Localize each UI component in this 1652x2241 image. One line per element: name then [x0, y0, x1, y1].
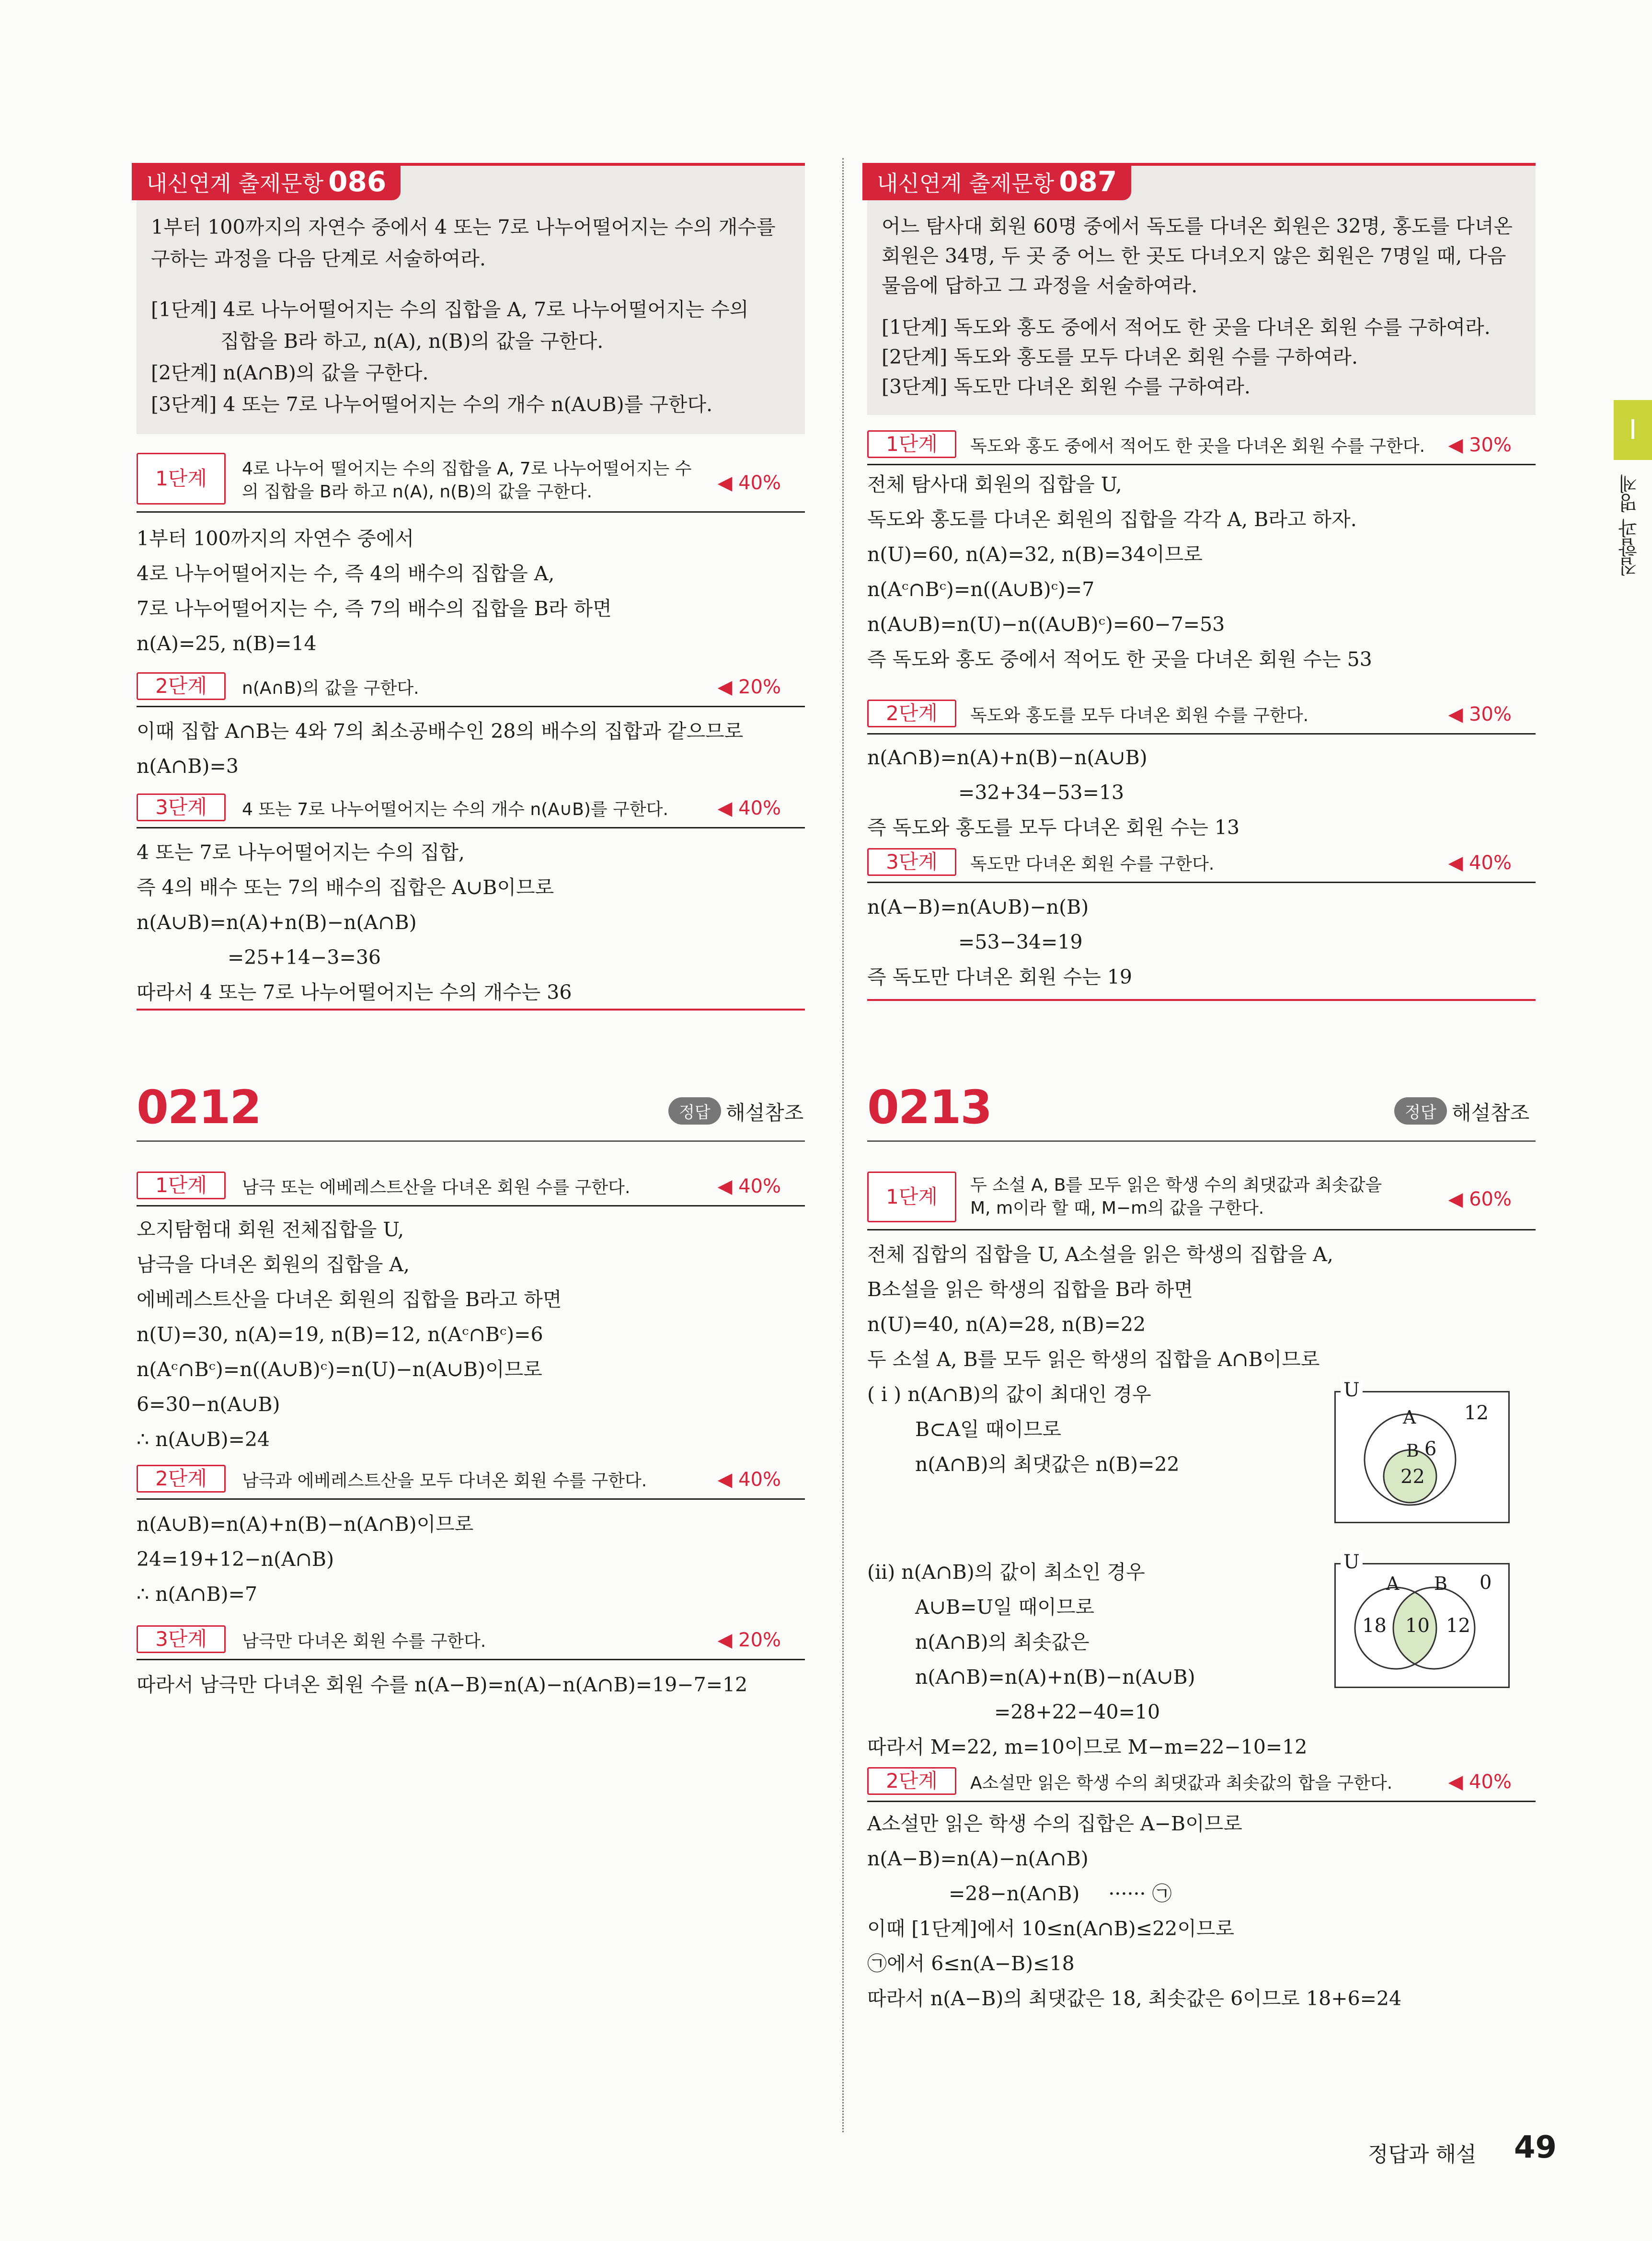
chapter-number: I [1629, 414, 1637, 446]
answer-text: 해설참조 [1452, 1101, 1530, 1125]
case-2-body: (ii) n(A∩B)의 값이 최소인 경우 A∪B=U일 때이므로 n(A∩B)의 최솟값은 n(A∩B)=n(A)+n(B)−n(A∪B) =28+22−40=10 따라서 M=22, m=10이므로 M−m=22−10=12 [867, 1561, 1308, 1758]
section-end-rule [867, 999, 1536, 1001]
page-number: 49 [1514, 2130, 1557, 2165]
step-header [137, 1625, 805, 1660]
problem-086-box [137, 163, 805, 434]
tag-number: 086 [328, 165, 387, 198]
step-body: 오지탐험대 회원 전체집합을 U, 남극을 다녀온 회원의 집합을 A, 에베레스트산을 다녀온 회원의 집합을 B라고 하면 n(U)=30, n(A)=19, n(B)=12, n(Aᶜ∩Bᶜ)=6 n(Aᶜ∩Bᶜ)=n((A∪B)ᶜ)=n(U)−n(A∪B)이므로 6=30−n(A∪B) ∴ n(A∪B)=24 [137, 1218, 562, 1451]
step-description: n(A∩B)의 값을 구한다. [242, 678, 419, 698]
step-body: 전체 집합의 집합을 U, A소설을 읽은 학생의 집합을 A, B소설을 읽은 학생의 집합을 B라 하면 n(U)=40, n(A)=28, n(B)=22 두 소설 A, B를 모두 읽은 학생의 집합을 A∩B이므로 [867, 1243, 1333, 1371]
step-header [137, 453, 805, 513]
step-body: n(A∪B)=n(A)+n(B)−n(A∩B)이므로 24=19+12−n(A∩B) ∴ n(A∩B)=7 [137, 1513, 474, 1606]
step-badge: 3단계 [867, 848, 956, 876]
answer-pill: 정답 [668, 1097, 721, 1125]
chapter-title: 집합과 명제 [1618, 474, 1641, 576]
step-header [867, 848, 1536, 883]
step-percent: ◀ 40% [717, 472, 781, 494]
venn-label-a: A [1386, 1573, 1400, 1594]
title-rule [867, 1140, 1536, 1142]
problem-086-text [151, 211, 776, 420]
venn-diagram-max [1334, 1379, 1510, 1523]
venn-label-u: U [1341, 1551, 1363, 1573]
step-badge: 1단계 [867, 430, 956, 458]
footer-label: 정답과 해설 [1368, 2142, 1477, 2167]
step-description: 두 소설 A, B를 모두 읽은 학생 수의 최댓값과 최솟값을 M, m이라 할 때, M−m의 값을 구한다. [970, 1175, 1382, 1218]
step-badge: 1단계 [137, 1172, 226, 1199]
problem-line: 1부터 100까지의 자연수 중에서 4 또는 7로 나누어떨어지는 수의 개수를 [151, 216, 776, 239]
step-description: 남극과 에베레스트산을 모두 다녀온 회원 수를 구한다. [242, 1471, 647, 1491]
problem-line: [3단계] 독도만 다녀온 회원 수를 구하여라. [882, 375, 1250, 398]
tag-label: 내신연계 출제문항 [877, 171, 1055, 196]
step-body: n(A−B)=n(A∪B)−n(B) =53−34=19 즉 독도만 다녀온 회원 수는 19 [867, 896, 1132, 988]
step-badge: 2단계 [867, 1767, 956, 1795]
problem-line: [3단계] 4 또는 7로 나누어떨어지는 수의 개수 n(A∪B)를 구한다. [151, 393, 713, 416]
problem-line: [2단계] 독도와 홍도를 모두 다녀온 회원 수를 구하여라. [882, 345, 1358, 368]
step-description: 독도와 홍도 중에서 적어도 한 곳을 다녀온 회원 수를 구한다. [970, 437, 1425, 456]
venn-label-a: A [1403, 1407, 1416, 1428]
case-1-body: ( i ) n(A∩B)의 값이 최대인 경우 B⊂A일 때이므로 n(A∩B)의 최댓값은 n(B)=22 [867, 1383, 1180, 1476]
venn-value-inner: 22 [1400, 1466, 1425, 1488]
step-description: 4 또는 7로 나누어떨어지는 수의 개수 n(A∪B)를 구한다. [242, 800, 668, 819]
step-badge: 3단계 [137, 1625, 226, 1653]
venn-value-b-only: 12 [1446, 1615, 1470, 1637]
tag-label: 내신연계 출제문항 [146, 171, 324, 196]
step-percent: ◀ 40% [1448, 1771, 1512, 1793]
step-body: A소설만 읽은 학생 수의 집합은 A−B이므로 n(A−B)=n(A)−n(A∩B) =28−n(A∩B) ······ ㉠ 이때 [1단계]에서 10≤n(A∩B)≤22이므로 ㉠에서 6≤n(A−B)≤18 따라서 n(A−B)의 최댓값은 18, 최솟값은 6이므로 18+6=24 [867, 1812, 1402, 2010]
step-percent: ◀ 40% [717, 1469, 781, 1491]
title-rule [137, 1140, 805, 1142]
step-percent: ◀ 30% [1448, 434, 1512, 456]
step-body: 4 또는 7로 나누어떨어지는 수의 집합, 즉 4의 배수 또는 7의 배수의 집합은 A∪B이므로 n(A∪B)=n(A)+n(B)−n(A∩B) =25+14−3=36 따라서 4 또는 7로 나누어떨어지는 수의 개수는 36 [137, 841, 572, 1004]
step-badge: 2단계 [137, 1465, 226, 1493]
tag-number: 087 [1059, 165, 1117, 198]
step-percent: ◀ 20% [717, 676, 781, 698]
step-header [867, 700, 1536, 735]
question-number: 0212 [137, 1080, 261, 1134]
step-body: n(A∩B)=n(A)+n(B)−n(A∪B) =32+34−53=13 즉 독도와 홍도를 모두 다녀온 회원 수는 13 [867, 746, 1240, 839]
problem-line: [1단계] 4로 나누어떨어지는 수의 집합을 A, 7로 나누어떨어지는 수의 [151, 298, 749, 321]
answer-text: 해설참조 [726, 1101, 804, 1125]
venn-label-b: B [1406, 1441, 1419, 1461]
step-badge: 3단계 [137, 793, 226, 821]
step-description: 남극만 다녀온 회원 수를 구한다. [242, 1632, 486, 1651]
problem-line: [2단계] n(A∩B)의 값을 구한다. [151, 361, 429, 384]
equation-mark: ······ ㉠ [1108, 1882, 1172, 1905]
step-percent: ◀ 20% [717, 1629, 781, 1651]
problem-line: 구하는 과정을 다음 단계로 서술하여라. [151, 247, 486, 270]
venn-value-both: 10 [1405, 1615, 1430, 1637]
step-description: A소설만 읽은 학생 수의 최댓값과 최솟값의 합을 구한다. [970, 1773, 1393, 1793]
problem-087-text [882, 211, 1513, 402]
venn-value-a-only: 6 [1424, 1438, 1437, 1460]
venn-label-u: U [1341, 1379, 1363, 1401]
problem-087-tag [862, 163, 1131, 200]
problem-line: 집합을 B라 하고, n(A), n(B)의 값을 구한다. [220, 330, 604, 353]
venn-value-outside: 12 [1464, 1402, 1489, 1424]
step-body: 이때 집합 A∩B는 4와 7의 최소공배수인 28의 배수의 집합과 같으므로 n(A∩B)=3 [137, 720, 744, 778]
step-body: 따라서 남극만 다녀온 회원 수를 n(A−B)=n(A)−n(A∩B)=19−7=12 [137, 1673, 748, 1696]
step-description: 남극 또는 에베레스트산을 다녀온 회원 수를 구한다. [242, 1178, 631, 1197]
step-badge: 1단계 [867, 1172, 956, 1222]
step-description: 독도만 다녀온 회원 수를 구한다. [970, 854, 1215, 874]
problem-line: 어느 탐사대 회원 60명 중에서 독도를 다녀온 회원은 32명, 홍도를 다녀온 [882, 215, 1513, 238]
step-header [137, 793, 805, 828]
step-body: 전체 탐사대 회원의 집합을 U, 독도와 홍도를 다녀온 회원의 집합을 각각 A, B라고 하자. n(U)=60, n(A)=32, n(B)=34이므로 n(Aᶜ∩Bᶜ)=n((A∪B)ᶜ)=7 n(A∪B)=n(U)−n((A∪B)ᶜ)=60−7=53 즉 독도와 홍도 중에서 적어도 한 곳을 다녀온 회원 수는 53 [867, 473, 1372, 671]
section-end-rule [137, 1009, 805, 1011]
venn-label-b: B [1434, 1573, 1447, 1594]
step-percent: ◀ 40% [717, 797, 781, 819]
venn-diagram-min [1334, 1551, 1510, 1688]
step-percent: ◀ 40% [1448, 852, 1512, 874]
problem-086-tag [132, 163, 401, 200]
step-percent: ◀ 60% [1448, 1188, 1512, 1210]
step-header [867, 430, 1536, 465]
column-divider [842, 158, 844, 2132]
chapter-side-tab [1614, 400, 1652, 460]
question-number: 0213 [867, 1080, 992, 1134]
step-badge: 2단계 [867, 700, 956, 727]
problem-line: 회원은 34명, 두 곳 중 어느 한 곳도 다녀오지 않은 회원은 7명일 때, 다음 [882, 244, 1506, 267]
step-badge: 2단계 [137, 672, 226, 700]
step-header [867, 1767, 1536, 1802]
problem-line: [1단계] 독도와 홍도 중에서 적어도 한 곳을 다녀온 회원 수를 구하여라. [882, 316, 1491, 339]
step-header [137, 1172, 805, 1207]
step-header [137, 672, 805, 707]
problem-087-box [867, 163, 1536, 415]
step-header [137, 1465, 805, 1500]
answer-pill: 정답 [1394, 1097, 1447, 1125]
venn-value-a-only: 18 [1362, 1615, 1387, 1637]
step-description: 4로 나누어 떨어지는 수의 집합을 A, 7로 나누어떨어지는 수 의 집합을 B라 하고 n(A), n(B)의 값을 구한다. [242, 459, 692, 502]
step-description: 독도와 홍도를 모두 다녀온 회원 수를 구한다. [970, 706, 1309, 725]
step-badge: 1단계 [137, 453, 226, 505]
step-header [867, 1172, 1536, 1230]
step-percent: ◀ 30% [1448, 703, 1512, 725]
step-body: 1부터 100까지의 자연수 중에서 4로 나누어떨어지는 수, 즉 4의 배수의 집합을 A, 7로 나누어떨어지는 수, 즉 7의 배수의 집합을 B라 하면 n(A)=25, n(B)=14 [137, 527, 612, 655]
problem-line: 물음에 답하고 그 과정을 서술하여라. [882, 274, 1198, 297]
step-percent: ◀ 40% [717, 1175, 781, 1197]
venn-value-outside: 0 [1480, 1572, 1492, 1594]
